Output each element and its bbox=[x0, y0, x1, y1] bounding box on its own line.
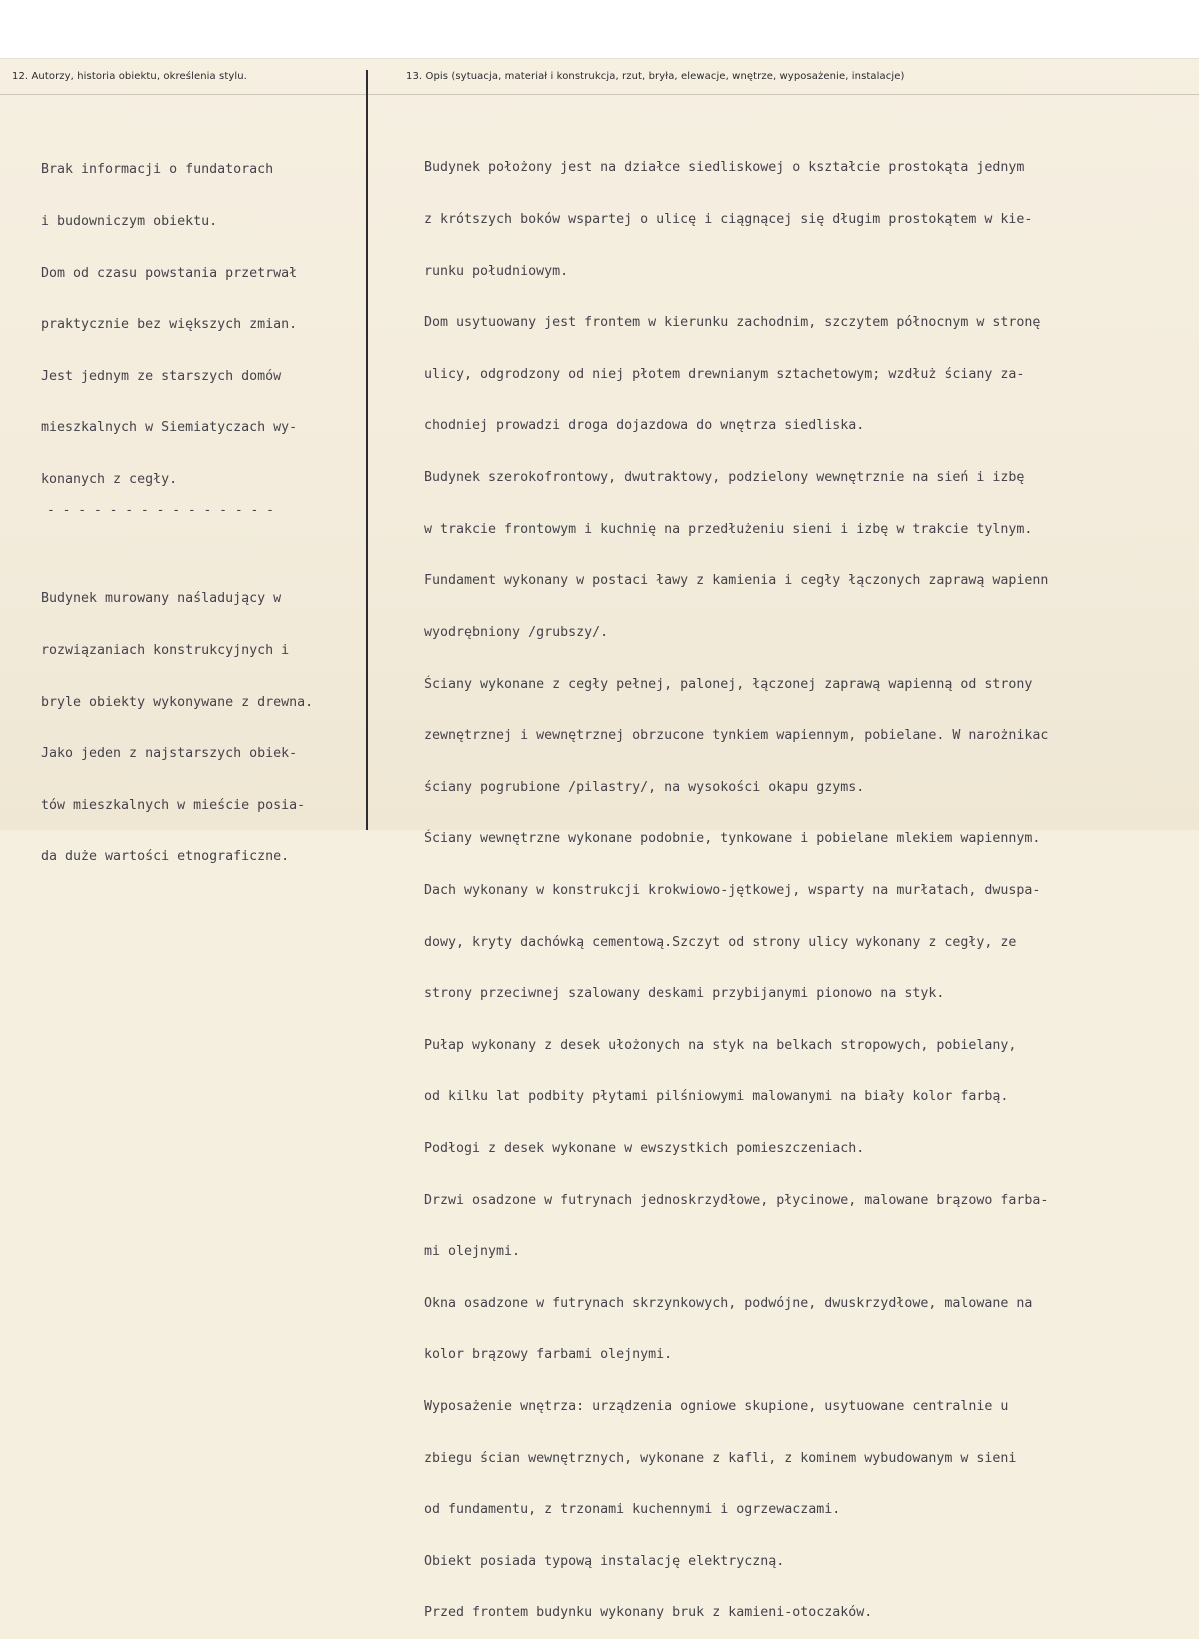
text-line: zewnętrznej i wewnętrznej obrzucone tynkiem wapiennym, pobielane. W narożnikac bbox=[424, 728, 1049, 744]
text-line: od kilku lat podbity płytami pilśniowymi malowanymi na biały kolor farbą. bbox=[424, 1089, 1009, 1105]
text-line: i budowniczym obiektu. bbox=[41, 214, 218, 230]
text-line: Podłogi z desek wykonane w ewszystkich pomieszczeniach. bbox=[424, 1140, 865, 1156]
text-line: Dach wykonany w konstrukcji krokwiowo-jętkowej, wsparty na murłatach, dwuspa- bbox=[424, 882, 1041, 898]
text-line: Budynek szerokofrontowy, dwutraktowy, podzielony wewnętrznie na sień i izbę bbox=[424, 470, 1025, 486]
authors-history-text bbox=[41, 127, 297, 505]
text-line: Okna osadzone w futrynach skrzynkowych, podwójne, dwuskrzydłowe, malowane na bbox=[424, 1295, 1033, 1311]
text-line: Drzwi osadzone w futrynach jednoskrzydłowe, płycinowe, malowane brązowo farba- bbox=[424, 1192, 1049, 1208]
text-line: chodniej prowadzi droga dojazdowa do wnętrza siedliska. bbox=[424, 418, 865, 434]
text-line: ściany pogrubione /pilastry/, na wysokości okapu gzyms. bbox=[424, 779, 865, 795]
text-line: tów mieszkalnych w mieście posia- bbox=[41, 797, 306, 813]
text-line: w trakcie frontowym i kuchnię na przedłużeniu sieni i izbę w trakcie tylnym. bbox=[424, 521, 1033, 537]
text-line: Pułap wykonany z desek ułożonych na styk na belkach stropowych, pobielany, bbox=[424, 1037, 1017, 1053]
text-line: Jest jednym ze starszych domów bbox=[41, 368, 282, 384]
building-description-text bbox=[424, 125, 1048, 1639]
text-line: konanych z cegły. bbox=[41, 472, 178, 488]
text-line: kolor brązowy farbami olejnymi. bbox=[424, 1347, 673, 1363]
text-line: zbiegu ścian wewnętrznych, wykonane z kafli, z kominem wybudowanym w sieni bbox=[424, 1450, 1017, 1466]
text-line: runku południowym. bbox=[424, 263, 569, 279]
style-assessment-text bbox=[41, 556, 313, 883]
text-line: z krótszych boków wspartej o ulicę i ciągnącej się długim prostokątem w kie- bbox=[424, 212, 1033, 228]
text-line: Fundament wykonany w postaci ławy z kamienia i cegły łączonych zaprawą wapienn bbox=[424, 573, 1049, 589]
text-line: dowy, kryty dachówką cementową.Szczyt od strony ulicy wykonany z cegły, ze bbox=[424, 934, 1017, 950]
text-line: Budynek położony jest na działce siedliskowej o kształcie prostokąta jednym bbox=[424, 160, 1025, 176]
text-line: mi olejnymi. bbox=[424, 1244, 521, 1260]
column-13-header: 13. Opis (sytuacja, materiał i konstrukcja, rzut, bryła, elewacje, wnętrze, wyposażenie, instalacje) bbox=[406, 71, 905, 82]
text-line: wyodrębniony /grubszy/. bbox=[424, 624, 609, 640]
text-line: od fundamentu, z trzonami kuchennymi i ogrzewaczami. bbox=[424, 1502, 841, 1518]
dashed-separator: - - - - - - - - - - - - - - - bbox=[47, 503, 274, 518]
column-12-header: 12. Autorzy, historia obiektu, określenia stylu. bbox=[12, 71, 247, 82]
text-line: rozwiązaniach konstrukcyjnych i bbox=[41, 643, 290, 659]
column-divider-line bbox=[366, 70, 368, 830]
text-line: Wyposażenie wnętrza: urządzenia ogniowe skupione, usytuowane centralnie u bbox=[424, 1399, 1009, 1415]
text-line: Jako jeden z najstarszych obiek- bbox=[41, 746, 298, 762]
text-line: strony przeciwnej szalowany deskami przybijanymi pionowo na styk. bbox=[424, 986, 945, 1002]
header-divider-line bbox=[0, 94, 1199, 95]
text-line: Przed frontem budynku wykonany bruk z kamieni-otoczaków. bbox=[424, 1605, 873, 1621]
text-line: ulicy, odgrodzony od niej płotem drewnianym sztachetowym; wzdłuż ściany za- bbox=[424, 366, 1025, 382]
text-line: Brak informacji o fundatorach bbox=[41, 162, 274, 178]
text-line: Ściany wewnętrzne wykonane podobnie, tynkowane i pobielane mlekiem wapiennym. bbox=[424, 831, 1041, 847]
text-line: mieszkalnych w Siemiatyczach wy- bbox=[41, 420, 298, 436]
text-line: Budynek murowany naśladujący w bbox=[41, 591, 282, 607]
text-line: Ściany wykonane z cegły pełnej, palonej, łączonej zaprawą wapienną od strony bbox=[424, 676, 1033, 692]
text-line: da duże wartości etnograficzne. bbox=[41, 849, 290, 865]
text-line: Dom od czasu powstania przetrwał bbox=[41, 265, 298, 281]
text-line: bryle obiekty wykonywane z drewna. bbox=[41, 694, 314, 710]
text-line: Obiekt posiada typową instalację elektryczną. bbox=[424, 1553, 785, 1569]
top-margin-band bbox=[0, 0, 1199, 59]
text-line: Dom usytuowany jest frontem w kierunku zachodnim, szczytem północnym w stronę bbox=[424, 315, 1041, 331]
text-line: praktycznie bez większych zmian. bbox=[41, 317, 298, 333]
